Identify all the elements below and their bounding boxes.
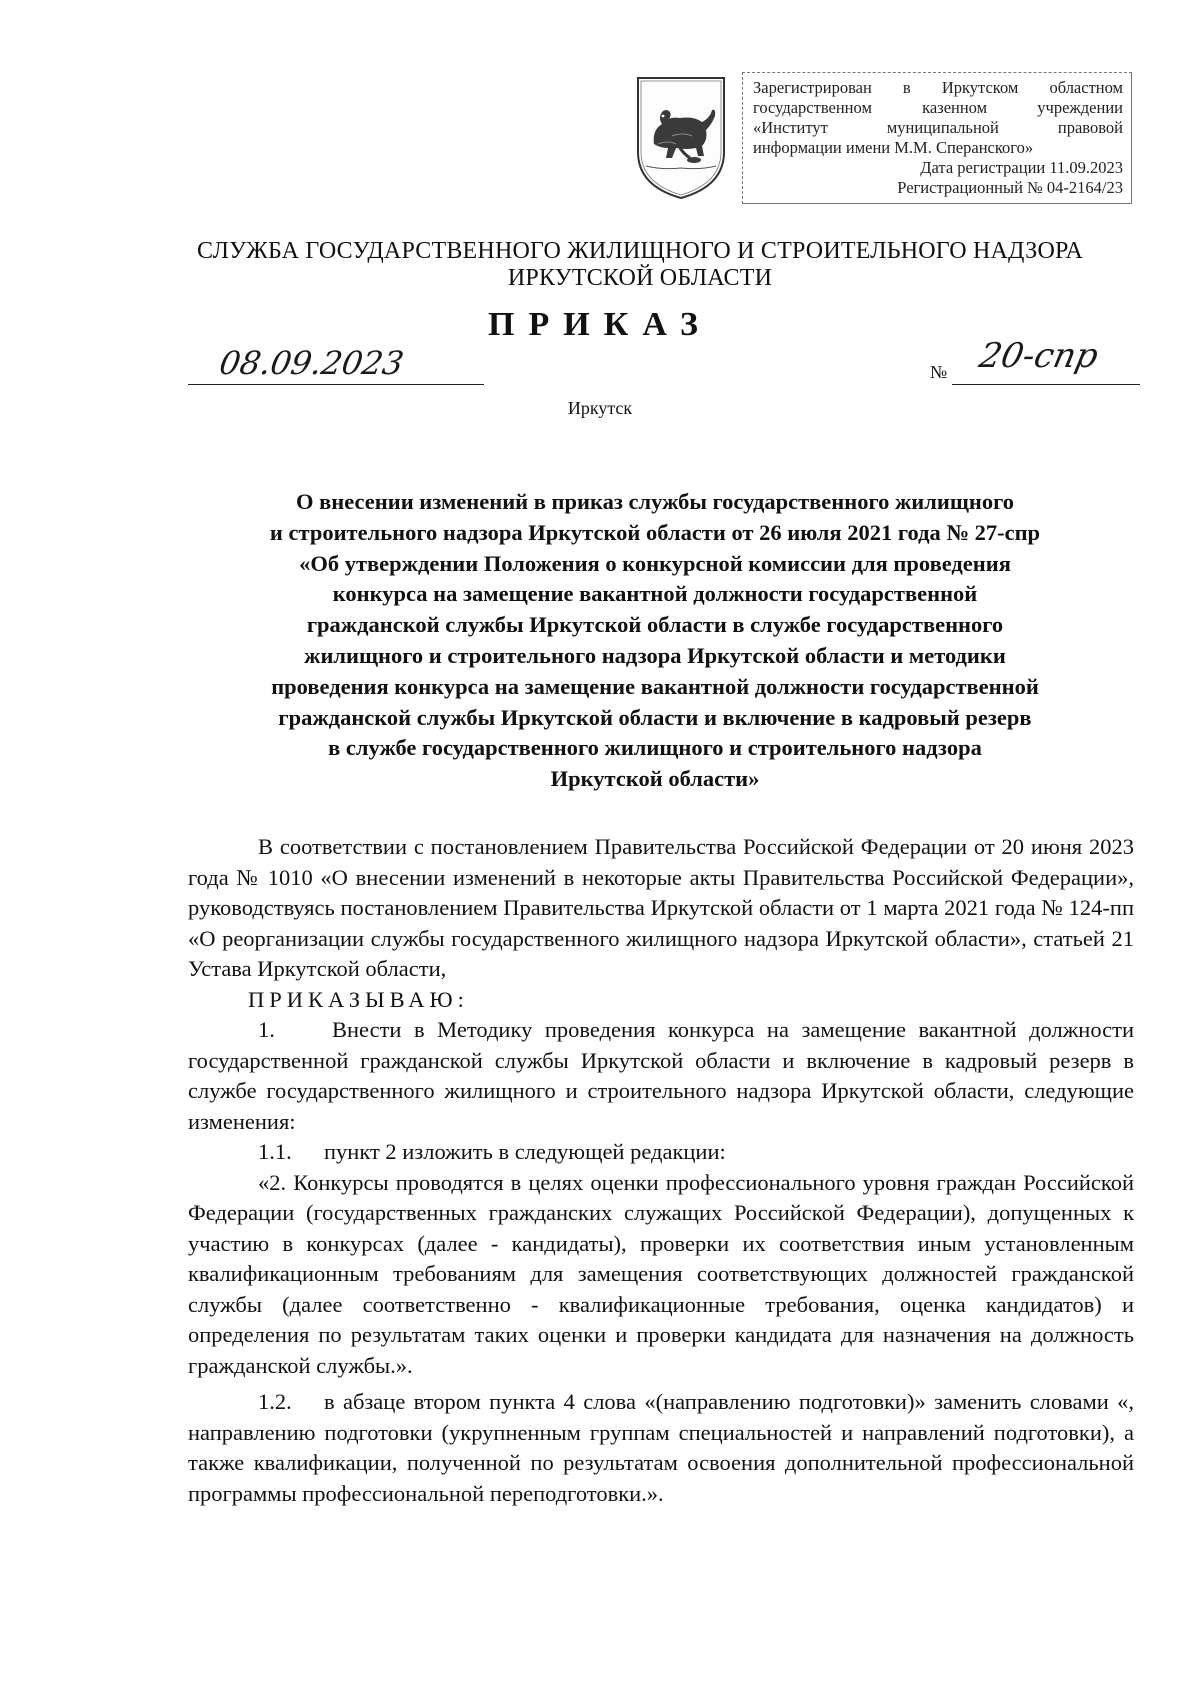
title-line: и строительного надзора Иркутской области от 26 июля 2021 года № 27-спр <box>269 519 1041 545</box>
title-line: О внесении изменений в приказ службы государственного жилищного <box>296 489 1014 514</box>
title-line: гражданской службы Иркутской области в службе государственного <box>306 612 1004 638</box>
item-1-2-text: в абзаце втором пункта 4 слова «(направлению подготовки)» заменить словами «, направлению подготовки (укрупненным группам специальностей и направлений подготовки), а также квалификации, полученной по результатам освоения дополнительной профессиональной программы профессиональной переподготовки.». <box>188 1389 1134 1506</box>
document-title <box>180 487 1130 795</box>
agency-line-1: СЛУЖБА ГОСУДАРСТВЕННОГО ЖИЛИЩНОГО И СТРОИТЕЛЬНОГО НАДЗОРА <box>197 238 1083 264</box>
registration-stamp <box>742 72 1132 204</box>
stamp-line: государственном казенном учреждении <box>753 98 1123 117</box>
item-1-2-number: 1.2. <box>258 1389 292 1414</box>
title-line: проведения конкурса на замещение вакантной должности государственной <box>271 673 1039 699</box>
agency-line-2: ИРКУТСКОЙ ОБЛАСТИ <box>507 265 773 291</box>
quote-paragraph: «2. Конкурсы проводятся в целях оценки профессионального уровня граждан Российской Федерации (государственных гражданских служащих Российской Федерации), допущенных к участию в конкурсах (далее - кандидаты), проверки их соответствия иным установленным квалификационным требованиям для замещения соответствующих должностей гражданской службы (далее соответственно - квалификационные требования, оценка кандидатов) и определения по результатам таких оценки и проверки кандидата для назначения на должность гражданской службы.». <box>188 1169 1134 1378</box>
item-1-1 <box>188 1137 1134 1168</box>
title-line: жилищного и строительного надзора Иркутской области и методики <box>304 642 1006 668</box>
item-1-1-number: 1.1. <box>258 1139 292 1164</box>
item-1-text: Внести в Методику проведения конкурса на замещение вакантной должности государственной гражданской службы Иркутской области и включение в кадровый резерв в службе государственного жилищного и строительного надзора Иркутской области, следующие изменения: <box>188 1017 1134 1134</box>
title-line: в службе государственного жилищного и строительного надзора <box>328 735 982 761</box>
stamp-reg-date: Дата регистрации 11.09.2023 <box>920 158 1123 177</box>
irkutsk-coat-of-arms-icon <box>632 74 730 202</box>
agency-name <box>160 238 1120 292</box>
stamp-line: «Институт муниципальной правовой <box>753 118 1123 137</box>
number-sign: № <box>930 362 948 382</box>
order-word: ПРИКАЗЫВАЮ: <box>248 986 469 1012</box>
handwritten-date: 08.09.2023 <box>216 344 407 382</box>
item-1-2 <box>188 1387 1134 1509</box>
title-line: конкурса на замещение вакантной должности государственной <box>332 581 978 607</box>
item-1-1-text: пункт 2 изложить в следующей редакции: <box>324 1139 726 1164</box>
preamble-paragraph: В соответствии с постановлением Правительства Российской Федерации от 20 июня 2023 года № 1010 «О внесении изменений в некоторые акты Правительства Российской Федерации», руководствуясь постановлением Правительства Иркутской области от 1 марта 2021 года № 124-пп «О реорганизации службы государственного жилищного надзора Иркутской области», статьей 21 Устава Иркутской области, <box>188 834 1134 981</box>
item-1-number: 1. <box>258 1017 275 1042</box>
number-underline <box>952 384 1140 385</box>
item-1 <box>188 1015 1134 1137</box>
title-line: «Об утверждении Положения о конкурсной комиссии для проведения <box>299 550 1011 576</box>
city: Иркутск <box>567 398 633 418</box>
handwritten-number: 20-спр <box>975 336 1102 376</box>
document-body <box>188 832 1134 1509</box>
title-line: Иркутской области» <box>550 766 760 792</box>
document-type: ПРИКАЗ <box>488 306 712 343</box>
stamp-line: Зарегистрирован в Иркутском областном <box>753 78 1123 97</box>
date-underline <box>188 384 484 385</box>
title-line: гражданской службы Иркутской области и включение в кадровый резерв <box>278 704 1032 730</box>
stamp-line: информации имени М.М. Сперанского» <box>753 138 1034 157</box>
stamp-reg-number: Регистрационный № 04-2164/23 <box>897 178 1123 197</box>
